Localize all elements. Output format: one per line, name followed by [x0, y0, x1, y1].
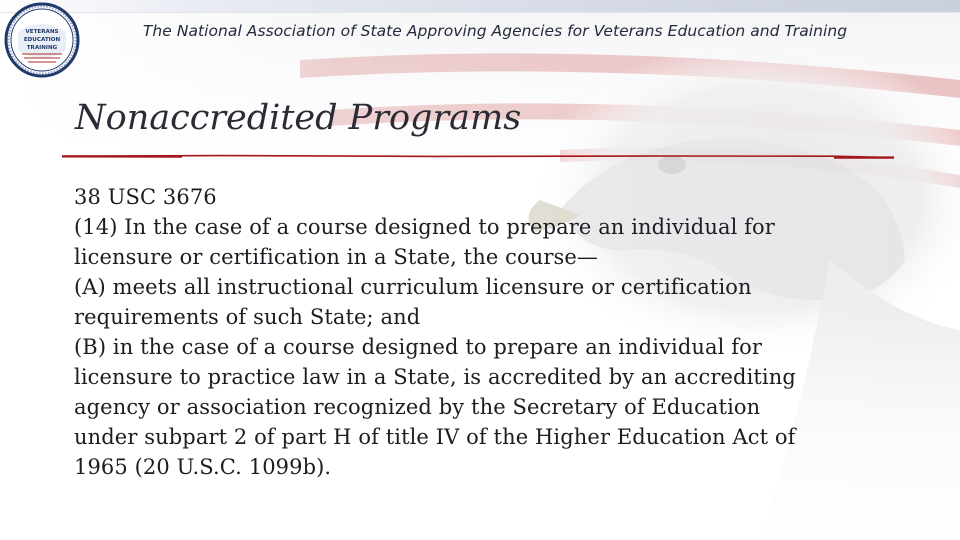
- organization-title: The National Association of State Approving Agencies for Veterans Education and Training: [142, 22, 848, 40]
- paragraph-line: licensure to practice law in a State, is accredited by an accrediting: [74, 365, 796, 389]
- nasaa-seal-logo: [4, 2, 80, 78]
- paragraph-line: (14) In the case of a course designed to prepare an individual for: [74, 215, 775, 239]
- paragraph-line: licensure or certification in a State, the course—: [74, 245, 599, 269]
- statute-text-body: [74, 182, 894, 482]
- paragraph-line: 1965 (20 U.S.C. 1099b).: [74, 455, 332, 479]
- citation-heading: 38 USC 3676: [74, 185, 217, 209]
- slide-title: Nonaccredited Programs: [75, 98, 522, 138]
- title-underline-rule: [62, 153, 894, 161]
- svg-text:VETERANS: VETERANS: [25, 29, 59, 35]
- header-stripe: [0, 0, 960, 13]
- paragraph-line: (A) meets all instructional curriculum licensure or certification: [74, 275, 752, 299]
- paragraph-b: [74, 332, 894, 482]
- paragraph-line: requirements of such State; and: [74, 305, 421, 329]
- paragraph-line: under subpart 2 of part H of title IV of the Higher Education Act of: [74, 425, 796, 449]
- paragraph-line: agency or association recognized by the Secretary of Education: [74, 395, 761, 419]
- svg-text:EDUCATION: EDUCATION: [23, 37, 61, 43]
- paragraph-line: (B) in the case of a course designed to prepare an individual for: [74, 335, 762, 359]
- svg-text:TRAINING: TRAINING: [26, 45, 58, 51]
- paragraph-14: [74, 212, 894, 272]
- paragraph-a: [74, 272, 894, 332]
